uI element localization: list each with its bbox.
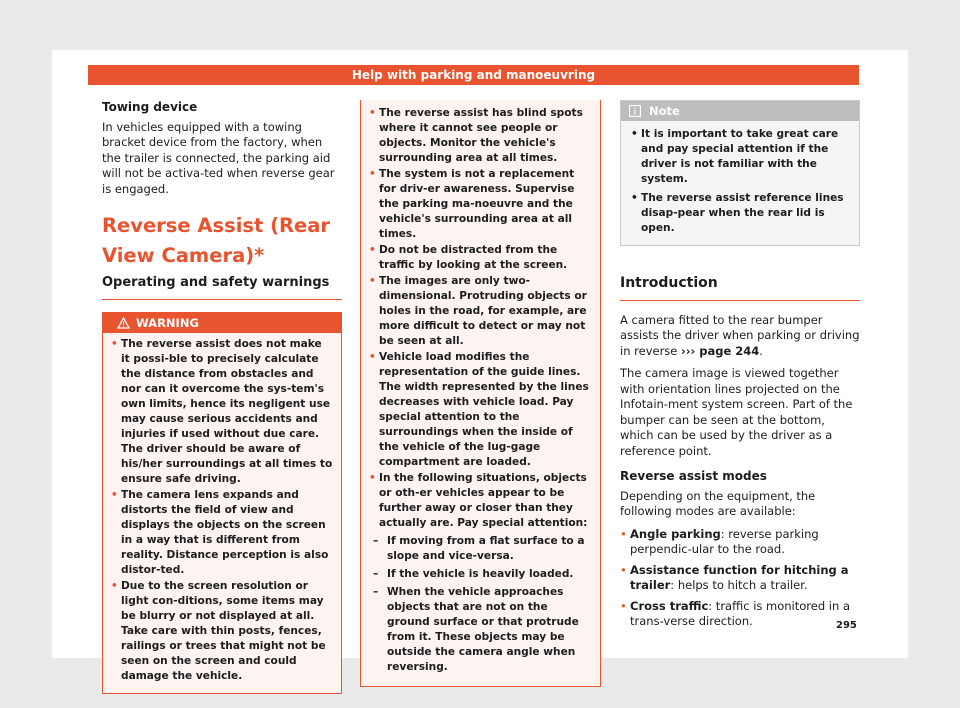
towing-text: In vehicles equipped with a towing bracket device from the factory, when the trailer is connected, the parking aid will not be activa-ted when reverse gear is engaged. — [102, 119, 335, 196]
warning-item: • In the following situations, objects or oth-er vehicles appear to be further away or closer than they actually are. Pay special attention: — [369, 472, 588, 529]
mode-item: • Angle parking: reverse parking perpendic-ular to the road. — [620, 526, 819, 556]
warning-item-text: Vehicle load modifies the representation of the guide lines. The width represented by the lines decreases with vehicle load. Pay special attention to the surroundings when the inside of the vehicle of the lug-gage compartment are loaded. — [379, 351, 589, 468]
warning-box-continued — [360, 100, 601, 687]
column-2 — [360, 100, 601, 687]
warning-triangle-icon — [117, 317, 130, 329]
intro-period: . — [759, 343, 763, 358]
warning-item: • The camera lens expands and distorts the field of view and displays the objects on the screen in a way that is different from reality. Distance perception is also distor-ted. — [111, 488, 329, 576]
warning-body-continued — [361, 100, 600, 686]
warning-item-text: Due to the screen resolution or light con-ditions, some items may be blurry or not displayed at all. Take care with thin posts, fences, railings or trees that might not be seen on the screen and could damage the vehicle. — [121, 579, 326, 682]
note-body — [621, 121, 859, 245]
warning-item-text: The reverse assist has blind spots where it cannot see people or objects. Monitor the vehicle's surrounding area at all times. — [379, 107, 583, 164]
page-reference-link[interactable]: ››› page 244 — [681, 343, 760, 358]
warning-box — [102, 312, 342, 694]
mode-name: Angle parking — [630, 526, 721, 541]
main-heading: Reverse Assist (Rear View Camera)* — [102, 214, 331, 267]
note-label: Note — [649, 104, 680, 118]
warning-item: • Vehicle load modifies the representation of the guide lines. The width represented by the lines decreases with vehicle load. Pay special attention to the surroundings when the inside of the vehicle of the lug-gage compartment are loaded. — [369, 351, 589, 468]
warning-item: • The images are only two-dimensional. Protruding objects or holes in the road, for example, are more difficult to detect or may not be seen at all. — [369, 275, 587, 347]
warning-item-text: Do not be distracted from the traffic by looking at the screen. — [379, 244, 568, 271]
note-item-text: It is important to take great care and pay special attention if the driver is not familiar with the system. — [641, 128, 839, 185]
mode-name: Assistance function for hitching a trailer — [630, 562, 849, 592]
note-box — [620, 100, 860, 246]
intro-text: A camera fitted to the rear bumper assists the driver when parking or driving in reverse — [620, 312, 860, 358]
intro-paragraph-2: The camera image is viewed together with orientation lines projected on the Infotain-ment system screen. Part of the bumper can be seen at the bottom, which can be used by the driver as a reference point. — [620, 366, 853, 458]
mode-item: • Cross traffic: traffic is monitored in a trans-verse direction. — [620, 598, 850, 628]
mode-name: Cross traffic — [630, 598, 709, 613]
dash-item: – If the vehicle is heavily loaded. — [373, 568, 574, 580]
warning-item: • The system is not a replacement for driv-er awareness. Supervise the parking ma-noeuvre and the vehicle's surrounding area at all times. — [369, 168, 575, 240]
warning-item-text: The images are only two-dimensional. Protruding objects or holes in the road, for example, are more difficult to detect or may not be seen at all. — [379, 275, 587, 347]
note-header — [621, 101, 859, 121]
mode-desc: : traffic is monitored in a trans-verse direction. — [630, 598, 850, 628]
note-item: • The reverse assist reference lines disap-pear when the rear lid is open. — [631, 192, 844, 234]
dash-item-text: If the vehicle is heavily loaded. — [387, 568, 574, 580]
info-icon — [629, 105, 641, 117]
warning-item-text: The camera lens expands and distorts the field of view and displays the objects on the screen in a way that is different from reality. Distance perception is also distor-ted. — [121, 488, 329, 576]
intro-paragraph-1 — [620, 313, 860, 360]
warning-item: • The reverse assist has blind spots where it cannot see people or objects. Monitor the vehicle's surrounding area at all times. — [369, 107, 583, 164]
warning-header — [103, 313, 341, 333]
warning-item-text: The system is not a replacement for driv-er awareness. Supervise the parking ma-noeuvre and the vehicle's surrounding area at all times. — [379, 168, 575, 240]
dash-item-text: When the vehicle approaches objects that are not on the ground surface or that protrude from it. These objects may be outside the camera angle when reversing. — [387, 586, 579, 673]
note-item: • It is important to take great care and pay special attention if the driver is not familiar with the system. — [631, 128, 839, 185]
mode-desc: : reverse parking perpendic-ular to the road. — [630, 526, 819, 556]
warning-item: • Do not be distracted from the traffic by looking at the screen. — [369, 244, 568, 271]
warning-item: • The reverse assist does not make it possi-ble to precisely calculate the distance from obstacles and nor can it overcome the sys-tem's own limits, hence its negligent use may cause serious accidents and injuries if used without due care. The driver should be aware of his/her surroundings at all times to ensure safe driving. — [111, 337, 333, 485]
warning-body — [103, 333, 341, 693]
page-number: 295 — [836, 620, 857, 631]
modes-heading: Reverse assist modes — [620, 469, 767, 483]
mode-desc: : helps to hitch a trailer. — [670, 578, 808, 592]
mode-item: • Assistance function for hitching a trailer: helps to hitch a trailer. — [620, 562, 849, 592]
sub-heading: Operating and safety warnings — [102, 275, 342, 300]
warning-item-text: In the following situations, objects or oth-er vehicles appear to be further away or closer than they actually are. Pay special attention: — [379, 472, 588, 529]
warning-item-text: The reverse assist does not make it possi-ble to precisely calculate the distance from obstacles and nor can it overcome the sys-tem's own limits, hence its negligent use may cause serious accidents and injuries if used without due care. The driver should be aware of his/her surroundings at all times to ensure safe driving. — [121, 337, 333, 485]
warning-item: • Due to the screen resolution or light con-ditions, some items may be blurry or not displayed at all. Take care with thin posts, fences, railings or trees that might not be seen on the screen and could damage the vehicle. — [111, 579, 326, 682]
dash-item: – When the vehicle approaches objects that are not on the ground surface or that protrude from it. These objects may be outside the camera angle when reversing. — [373, 586, 579, 673]
dash-item-text: If moving from a flat surface to a slope and vice-versa. — [387, 535, 585, 562]
dash-item: – If moving from a flat surface to a slope and vice-versa. — [373, 535, 585, 562]
modes-intro: Depending on the equipment, the following modes are available: — [620, 488, 816, 518]
towing-heading: Towing device — [102, 100, 198, 114]
column-1 — [102, 100, 342, 694]
warning-label: WARNING — [136, 315, 199, 330]
page-header: Help with parking and manoeuvring — [88, 65, 859, 85]
column-3 — [620, 100, 860, 635]
note-item-text: The reverse assist reference lines disap-pear when the rear lid is open. — [641, 192, 844, 234]
introduction-heading: Introduction — [620, 276, 860, 301]
